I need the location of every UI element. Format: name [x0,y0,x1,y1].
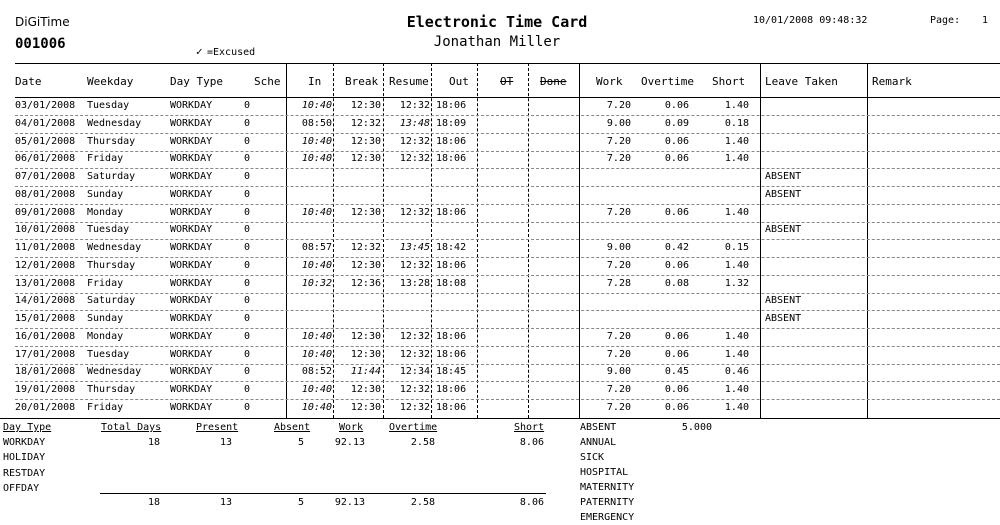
row-divider [15,257,1000,258]
row-overtime: 0.08 [664,277,689,289]
row-work: 7.20 [606,206,631,218]
row-overtime: 0.06 [664,330,689,342]
row-break: 12:30 [350,330,381,342]
row-date: 07/01/2008 [15,171,76,182]
row-weekday: Wednesday [87,366,142,378]
row-divider [15,133,1000,134]
row-sche: 0 [244,100,251,111]
row-in: 10:40 [301,384,332,395]
row-divider [15,275,1000,276]
print-datetime: 10/01/2008 09:48:32 [753,15,868,26]
row-out: 18:06 [436,135,467,147]
row-work: 7.20 [606,330,631,342]
row-resume: 12:32 [399,206,430,218]
sep-short-leave [760,63,761,418]
row-break: 11:44 [350,366,381,378]
row-day-type: WORKDAY [170,313,213,324]
row-in: 08:52 [301,366,332,378]
row-weekday: Thursday [87,135,136,147]
row-break: 12:30 [350,401,381,413]
sum-col-day-type: Day Type [3,422,52,433]
row-short: 0.46 [724,366,749,378]
row-day-type: WORKDAY [170,366,213,378]
row-overtime: 0.06 [664,401,689,413]
row-day-type: WORKDAY [170,242,213,253]
col-date: Date [15,75,42,88]
row-resume: 12:32 [399,100,430,111]
row-resume: 12:32 [399,348,430,360]
leave-type-label: MATERNITY [580,482,635,493]
col-remark: Remark [872,75,912,88]
sum-col-total-days: Total Days [101,422,162,433]
row-work: 7.20 [606,348,631,360]
sum-work: 92.13 [334,437,365,448]
row-day-type: WORKDAY [170,224,213,236]
row-day-type: WORKDAY [170,277,213,289]
row-divider [15,204,1000,205]
row-overtime: 0.09 [664,117,689,129]
row-in: 10:40 [301,259,332,271]
row-in: 08:50 [301,117,332,129]
row-sche: 0 [244,401,251,413]
row-sche: 0 [244,188,251,200]
header-bottom-rule [15,97,1000,98]
row-out: 18:06 [436,330,467,342]
row-work: 7.20 [606,401,631,413]
row-weekday: Sunday [87,188,124,200]
row-sche: 0 [244,259,251,271]
leave-type-label: ANNUAL [580,437,617,448]
row-divider [15,293,1000,294]
row-date: 18/01/2008 [15,366,76,378]
row-work: 7.28 [606,277,631,289]
sum-absent: 5 [297,437,304,448]
row-date: 13/01/2008 [15,277,76,289]
col-resume: Resume [389,75,429,88]
row-work: 9.00 [606,242,631,253]
row-day-type: WORKDAY [170,401,213,413]
row-date: 03/01/2008 [15,100,76,111]
row-resume: 13:45 [399,242,430,253]
row-date: 11/01/2008 [15,242,76,253]
short-sum: 8.06 [519,497,544,508]
row-leave-taken: ABSENT [765,188,802,200]
row-leave-taken: ABSENT [765,313,802,324]
sum-day-type: OFFDAY [3,482,40,494]
row-work: 7.20 [606,100,631,111]
row-break: 12:30 [350,259,381,271]
sum-day-type: RESTDAY [3,467,46,479]
row-in: 10:40 [301,330,332,342]
app-name: DiGiTime [15,15,70,29]
row-weekday: Friday [87,277,124,289]
row-divider [15,381,1000,382]
row-break: 12:32 [350,117,381,129]
row-work: 7.20 [606,153,631,165]
total-days-sum: 18 [147,497,160,508]
row-short: 1.40 [724,330,749,342]
row-day-type: WORKDAY [170,259,213,271]
header-top-rule [15,63,1000,64]
row-divider [15,151,1000,152]
row-resume: 12:32 [399,384,430,395]
row-divider [15,310,1000,311]
row-date: 12/01/2008 [15,259,76,271]
row-sche: 0 [244,224,251,236]
check-icon: ✓ [196,45,203,58]
row-sche: 0 [244,366,251,378]
sep-break-resume [383,63,384,418]
row-weekday: Monday [87,330,124,342]
table-bottom-rule [0,418,1000,419]
row-resume: 12:32 [399,401,430,413]
row-break: 12:32 [350,242,381,253]
row-weekday: Thursday [87,259,136,271]
row-sche: 0 [244,242,251,253]
sum-overtime: 2.58 [410,437,435,448]
row-weekday: Tuesday [87,348,130,360]
employee-name: Jonathan Miller [433,34,561,50]
sum-present: 13 [219,437,232,448]
row-weekday: Monday [87,206,124,218]
row-work: 7.20 [606,259,631,271]
row-sche: 0 [244,171,251,182]
row-leave-taken: ABSENT [765,295,802,307]
row-day-type: WORKDAY [170,171,213,182]
row-short: 1.40 [724,100,749,111]
row-weekday: Thursday [87,384,136,395]
row-sche: 0 [244,348,251,360]
sep-resume-out [431,63,432,418]
row-day-type: WORKDAY [170,348,213,360]
col-overtime: Overtime [641,75,694,88]
sep-done-work [579,63,580,418]
row-overtime: 0.06 [664,384,689,395]
sum-col-absent: Absent [274,422,311,433]
row-overtime: 0.42 [664,242,689,253]
leave-type-label: HOSPITAL [580,467,629,478]
sum-total-days: 18 [147,437,160,448]
row-overtime: 0.06 [664,348,689,360]
row-sche: 0 [244,117,251,129]
row-date: 20/01/2008 [15,401,76,413]
row-overtime: 0.06 [664,259,689,271]
leave-type-label: PATERNITY [580,497,635,508]
row-in: 10:40 [301,135,332,147]
row-break: 12:30 [350,206,381,218]
row-work: 7.20 [606,384,631,395]
row-date: 05/01/2008 [15,135,76,147]
row-resume: 13:28 [399,277,430,289]
row-out: 18:06 [436,153,467,165]
row-date: 09/01/2008 [15,206,76,218]
row-out: 18:06 [436,206,467,218]
col-short: Short [712,75,746,88]
row-day-type: WORKDAY [170,295,213,307]
row-in: 10:40 [301,153,332,165]
row-day-type: WORKDAY [170,188,213,200]
row-break: 12:30 [350,153,381,165]
col-in: In [308,75,322,88]
row-out: 18:45 [436,366,467,378]
row-short: 0.15 [724,242,749,253]
row-overtime: 0.06 [664,100,689,111]
sum-col-work: Work [339,422,364,433]
col-out: Out [449,75,469,88]
row-break: 12:30 [350,384,381,395]
row-short: 1.32 [724,277,749,289]
row-date: 15/01/2008 [15,313,76,324]
col-work: Work [596,75,623,88]
row-break: 12:30 [350,135,381,147]
row-short: 1.40 [724,206,749,218]
sum-col-present: Present [196,422,239,433]
col-ot: OT [500,75,514,88]
row-resume: 12:32 [399,135,430,147]
row-out: 18:06 [436,100,467,111]
row-weekday: Friday [87,153,124,165]
row-short: 1.40 [724,348,749,360]
sep-ot-done [528,63,529,418]
row-in: 10:40 [301,206,332,218]
row-divider [15,186,1000,187]
summary-total-rule [100,493,546,494]
row-out: 18:06 [436,384,467,395]
row-short: 1.40 [724,259,749,271]
row-day-type: WORKDAY [170,206,213,218]
row-short: 0.18 [724,117,749,129]
row-weekday: Wednesday [87,117,142,129]
row-day-type: WORKDAY [170,153,213,165]
row-sche: 0 [244,295,251,307]
row-sche: 0 [244,206,251,218]
excused-legend: =Excused [207,47,256,58]
col-break: Break [345,75,379,88]
row-weekday: Sunday [87,313,124,324]
row-divider [15,346,1000,347]
card-number: 001006 [15,36,66,52]
row-overtime: 0.45 [664,366,689,378]
row-in: 10:40 [301,100,332,111]
row-work: 7.20 [606,135,631,147]
work-sum: 92.13 [334,497,365,508]
row-resume: 12:32 [399,259,430,271]
present-sum: 13 [219,497,232,508]
row-overtime: 0.06 [664,135,689,147]
row-day-type: WORKDAY [170,117,213,129]
row-sche: 0 [244,330,251,342]
sum-day-type: HOLIDAY [3,452,46,464]
row-date: 10/01/2008 [15,224,76,236]
row-out: 18:42 [436,242,467,253]
row-break: 12:36 [350,277,381,289]
row-out: 18:09 [436,117,467,129]
row-leave-taken: ABSENT [765,224,802,236]
col-day-type: Day Type [170,75,223,88]
absent-sum: 5 [297,497,304,508]
row-out: 18:08 [436,277,467,289]
row-break: 12:30 [350,348,381,360]
row-short: 1.40 [724,153,749,165]
leave-type-label: SICK [580,452,605,463]
row-work: 9.00 [606,366,631,378]
sum-short: 8.06 [519,437,544,448]
row-sche: 0 [244,384,251,395]
sum-day-type: WORKDAY [3,437,46,448]
row-date: 17/01/2008 [15,348,76,360]
row-weekday: Wednesday [87,242,142,253]
row-divider [15,115,1000,116]
row-date: 14/01/2008 [15,295,76,307]
row-weekday: Friday [87,401,124,413]
row-resume: 12:34 [399,366,430,378]
row-leave-taken: ABSENT [765,171,802,182]
sep-in-break [333,63,334,418]
col-done: Done [540,75,567,88]
leave-type-label: EMERGENCY [580,512,635,523]
row-day-type: WORKDAY [170,384,213,395]
row-day-type: WORKDAY [170,330,213,342]
row-resume: 12:32 [399,153,430,165]
row-weekday: Saturday [87,171,136,182]
col-sche: Sche [254,75,281,88]
row-work: 9.00 [606,117,631,129]
row-divider [15,168,1000,169]
row-overtime: 0.06 [664,206,689,218]
row-sche: 0 [244,135,251,147]
row-out: 18:06 [436,348,467,360]
overtime-sum: 2.58 [410,497,435,508]
row-in: 10:40 [301,401,332,413]
row-divider [15,364,1000,365]
row-short: 1.40 [724,401,749,413]
row-sche: 0 [244,313,251,324]
row-divider [15,239,1000,240]
row-out: 18:06 [436,401,467,413]
leave-type-label: ABSENT [580,422,617,433]
row-weekday: Saturday [87,295,136,307]
row-short: 1.40 [724,384,749,395]
row-date: 06/01/2008 [15,153,76,165]
row-overtime: 0.06 [664,153,689,165]
row-break: 12:30 [350,100,381,111]
page-number: 1 [982,15,989,26]
row-weekday: Tuesday [87,100,130,111]
sep-sche-in [286,63,287,418]
row-resume: 12:32 [399,330,430,342]
row-divider [15,328,1000,329]
row-in: 08:57 [301,242,332,253]
row-day-type: WORKDAY [170,100,213,111]
row-date: 04/01/2008 [15,117,76,129]
row-out: 18:06 [436,259,467,271]
row-divider [15,222,1000,223]
row-date: 08/01/2008 [15,188,76,200]
row-date: 19/01/2008 [15,384,76,395]
row-in: 10:40 [301,348,332,360]
row-sche: 0 [244,277,251,289]
row-date: 16/01/2008 [15,330,76,342]
sum-col-short: Short [514,422,545,433]
row-resume: 13:48 [399,117,430,129]
row-short: 1.40 [724,135,749,147]
sep-leave-remark [867,63,868,418]
col-leave-taken: Leave Taken [765,75,838,88]
report-title: Electronic Time Card [406,13,588,31]
leave-type-value: 5.000 [681,422,712,433]
row-divider [15,399,1000,400]
row-day-type: WORKDAY [170,135,213,147]
col-weekday: Weekday [87,75,134,88]
sep-out-ot [477,63,478,418]
page-label: Page: [930,15,961,26]
sum-col-overtime: Overtime [389,422,438,433]
row-sche: 0 [244,153,251,165]
row-weekday: Tuesday [87,224,130,236]
row-in: 10:32 [301,277,332,289]
